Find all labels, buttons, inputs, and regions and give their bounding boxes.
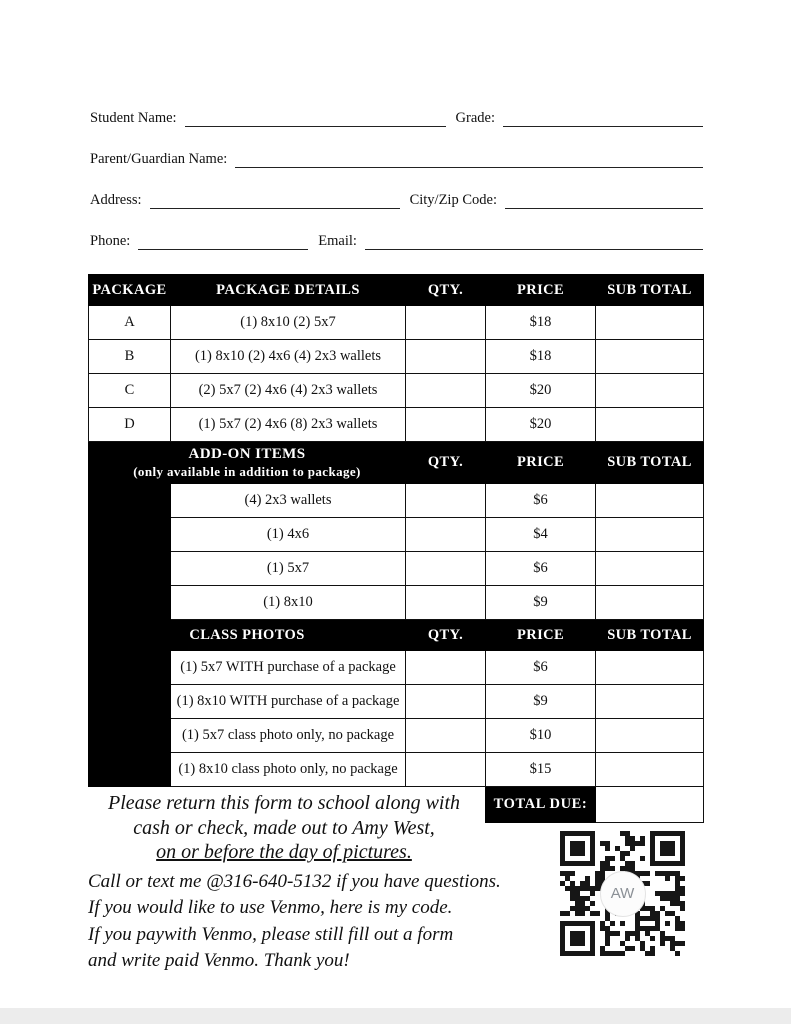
student-grade-row [90,110,703,127]
package-header-row [89,275,704,306]
subtotal-input-cell[interactable] [596,552,704,586]
price-value: $6 [486,552,596,586]
black-spacer-cell [89,586,171,620]
phone-line[interactable] [138,235,308,250]
package-row-c [89,374,704,408]
addon-details: (4) 2x3 wallets [171,484,406,518]
price-value: $10 [486,719,596,753]
student-name-label: Student Name: [90,110,177,126]
black-spacer-cell [89,753,171,787]
city-zip-label: City/Zip Code: [409,192,497,208]
contact-instructions [88,869,578,975]
addon-header-row [89,442,704,484]
subtotal-input-cell[interactable] [596,374,704,408]
subtotal-input-cell[interactable] [596,685,704,719]
black-spacer-cell [89,685,171,719]
class-photo-row [89,719,704,753]
black-spacer-cell [89,651,171,685]
addon-items-subtitle: (only available in addition to package) [133,463,361,479]
qty-input-cell[interactable] [406,518,486,552]
package-details: (1) 8x10 (2) 4x6 (4) 2x3 wallets [171,340,406,374]
price-column-header: PRICE [486,442,596,484]
city-zip-line[interactable] [505,194,703,209]
qty-input-cell[interactable] [406,685,486,719]
qty-input-cell[interactable] [406,552,486,586]
email-label: Email: [318,233,357,249]
grade-line[interactable] [503,112,703,127]
grade-label: Grade: [455,110,495,126]
package-row-a [89,306,704,340]
subtotal-input-cell[interactable] [596,306,704,340]
class-photo-row [89,753,704,787]
qty-input-cell[interactable] [406,374,486,408]
details-column-header: PACKAGE DETAILS [171,275,406,306]
qr-initials-badge [600,871,646,917]
black-spacer-cell [89,552,171,586]
black-spacer-cell [89,719,171,753]
address-label: Address: [90,192,142,208]
qty-column-header: QTY. [406,442,486,484]
order-table [88,274,704,823]
qr-initials: AW [610,885,635,902]
return-line-1: Please return this form to school along with [107,792,461,814]
phone-email-row [90,233,703,250]
qty-input-cell[interactable] [406,340,486,374]
contact-line-4: and write paid Venmo. Thank you! [88,950,350,971]
qty-input-cell[interactable] [406,484,486,518]
qty-input-cell[interactable] [406,651,486,685]
price-value: $6 [486,651,596,685]
contact-line-1: Call or text me @316-640-5132 if you have questions. [88,870,501,892]
address-line[interactable] [150,194,400,209]
subtotal-column-header: SUB TOTAL [596,275,704,306]
class-photo-row [89,651,704,685]
package-letter: C [89,374,171,408]
qty-input-cell[interactable] [406,586,486,620]
addon-items-title: ADD-ON ITEMS [188,446,306,462]
subtotal-input-cell[interactable] [596,484,704,518]
parent-name-row [90,151,703,168]
return-line-2: cash or check, made out to Amy West, [133,816,435,839]
price-value: $18 [486,306,596,340]
subtotal-input-cell[interactable] [596,719,704,753]
price-value: $9 [486,685,596,719]
price-value: $20 [486,408,596,442]
student-name-line[interactable] [185,112,446,127]
addon-details: (1) 5x7 [171,552,406,586]
addon-row [89,518,704,552]
phone-label: Phone: [90,233,131,249]
addon-row [89,552,704,586]
package-details: (2) 5x7 (2) 4x6 (4) 2x3 wallets [171,374,406,408]
subtotal-column-header: SUB TOTAL [596,442,704,484]
qty-column-header: QTY. [406,620,486,651]
addon-row [89,586,704,620]
class-photo-details: (1) 8x10 class photo only, no package [171,753,406,787]
class-photos-title: CLASS PHOTOS [89,620,406,651]
class-photo-row [89,685,704,719]
addon-items-title-cell [89,442,406,484]
parent-name-line[interactable] [235,153,703,168]
price-column-header: PRICE [486,275,596,306]
price-value: $20 [486,374,596,408]
package-letter: A [89,306,171,340]
package-details: (1) 8x10 (2) 5x7 [171,306,406,340]
return-instructions [88,791,480,865]
package-row-d [89,408,704,442]
contact-line-3: If you paywith Venmo, please still fill out a form [88,923,454,945]
class-photo-details: (1) 5x7 WITH purchase of a package [171,651,406,685]
contact-line-2: If you would like to use Venmo, here is my code. [88,897,453,918]
address-row [90,192,703,209]
subtotal-input-cell[interactable] [596,586,704,620]
qty-input-cell[interactable] [406,408,486,442]
qty-column-header: QTY. [406,275,486,306]
black-spacer-cell [89,518,171,552]
subtotal-input-cell[interactable] [596,518,704,552]
subtotal-input-cell[interactable] [596,408,704,442]
subtotal-input-cell[interactable] [596,753,704,787]
footer-section [88,791,791,1008]
black-spacer-cell [89,484,171,518]
venmo-qr-code [560,831,685,956]
price-value: $6 [486,484,596,518]
addon-row [89,484,704,518]
return-line-3-underlined: on or before the day of pictures. [156,841,412,863]
qty-input-cell[interactable] [406,719,486,753]
return-line-3 [88,840,480,865]
package-letter: B [89,340,171,374]
class-photo-details: (1) 8x10 WITH purchase of a package [171,685,406,719]
parent-name-label: Parent/Guardian Name: [90,151,228,167]
price-value: $4 [486,518,596,552]
qty-input-cell[interactable] [406,753,486,787]
email-line[interactable] [365,235,703,250]
package-letter: D [89,408,171,442]
total-due-label: TOTAL DUE: [486,787,596,823]
subtotal-column-header: SUB TOTAL [596,620,704,651]
price-value: $15 [486,753,596,787]
package-column-header: PACKAGE [89,275,171,306]
qty-input-cell[interactable] [406,306,486,340]
package-row-b [89,340,704,374]
addon-details: (1) 4x6 [171,518,406,552]
class-photos-header-row [89,620,704,651]
package-details: (1) 5x7 (2) 4x6 (8) 2x3 wallets [171,408,406,442]
subtotal-input-cell[interactable] [596,651,704,685]
subtotal-input-cell[interactable] [596,340,704,374]
price-value: $9 [486,586,596,620]
class-photo-details: (1) 5x7 class photo only, no package [171,719,406,753]
addon-details: (1) 8x10 [171,586,406,620]
price-value: $18 [486,340,596,374]
price-column-header: PRICE [486,620,596,651]
contact-info-section [0,0,791,250]
